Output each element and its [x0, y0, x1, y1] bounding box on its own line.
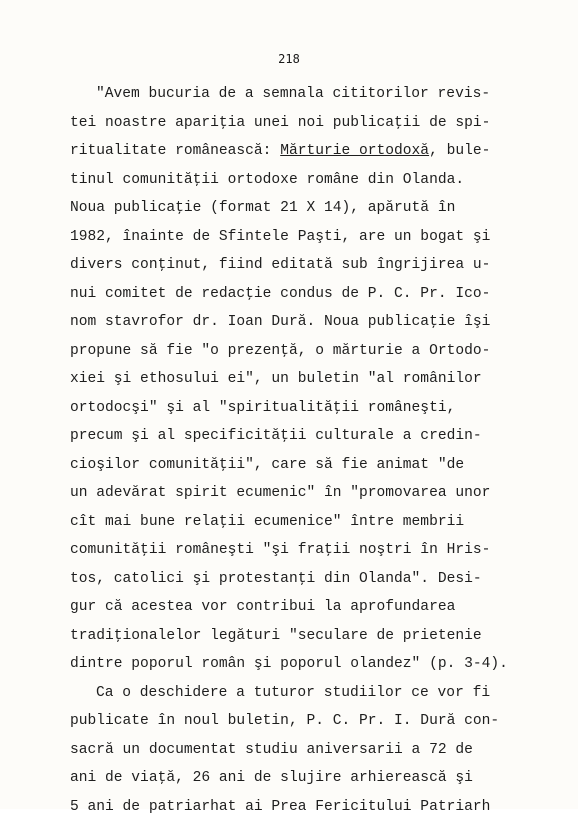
text-line: Noua publicaţie (format 21 X 14), apărută în — [70, 194, 560, 223]
text-line: un adevărat spirit ecumenic" în "promovarea unor — [70, 479, 560, 508]
text-line: cît mai bune relaţii ecumenice" între membrii — [70, 508, 560, 537]
text-line: "Avem bucuria de a semnala cititorilor revis- — [70, 80, 560, 109]
publication-title: Mărturie ortodoxă — [280, 143, 429, 159]
text-line: publicate în noul buletin, P. C. Pr. I. Dură con- — [70, 707, 560, 736]
text-line: xiei şi ethosului ei", un buletin "al românilor — [70, 365, 560, 394]
text-line: comunităţii româneşti "şi fraţii noştri în Hris- — [70, 536, 560, 565]
text-line: 1982, înainte de Sfintele Paşti, are un bogat şi — [70, 223, 560, 252]
text-line: tinul comunităţii ortodoxe române din Olanda. — [70, 166, 560, 195]
text-line: propune să fie "o prezenţă, o mărturie a Ortodo- — [70, 337, 560, 366]
text-line: gur că acestea vor contribui la aprofundarea — [70, 593, 560, 622]
text-line: ritualitate românească: Mărturie ortodoxă, bule- — [70, 137, 560, 166]
text-line: divers conţinut, fiind editată sub îngrijirea u- — [70, 251, 560, 280]
text-line: Ca o deschidere a tuturor studiilor ce vor fi — [70, 679, 560, 708]
text-line: sacră un documentat studiu aniversarii a 72 de — [70, 736, 560, 765]
text-line: dintre poporul român şi poporul olandez" (p. 3-4). — [70, 650, 560, 679]
page-number: 218 — [0, 52, 578, 66]
text-line: tei noastre apariţia unei noi publicaţii de spi- — [70, 109, 560, 138]
text-line: tos, catolici şi protestanţi din Olanda". Desi- — [70, 565, 560, 594]
text-line: cioşilor comunităţii", care să fie animat "de — [70, 451, 560, 480]
text-line: 5 ani de patriarhat ai Prea Fericitului Patriarh — [70, 793, 560, 821]
text-line: ortodocşi" şi al "spiritualităţii româneşti, — [70, 394, 560, 423]
text-line: precum şi al specificităţii culturale a credin- — [70, 422, 560, 451]
text-line: tradiţionalelor legături "seculare de prietenie — [70, 622, 560, 651]
text-line: nui comitet de redacţie condus de P. C. Pr. Ico- — [70, 280, 560, 309]
body-text — [70, 80, 560, 821]
text-line: ani de viaţă, 26 ani de slujire arhierească şi — [70, 764, 560, 793]
text-line: nom stavrofor dr. Ioan Dură. Noua publicaţie îşi — [70, 308, 560, 337]
